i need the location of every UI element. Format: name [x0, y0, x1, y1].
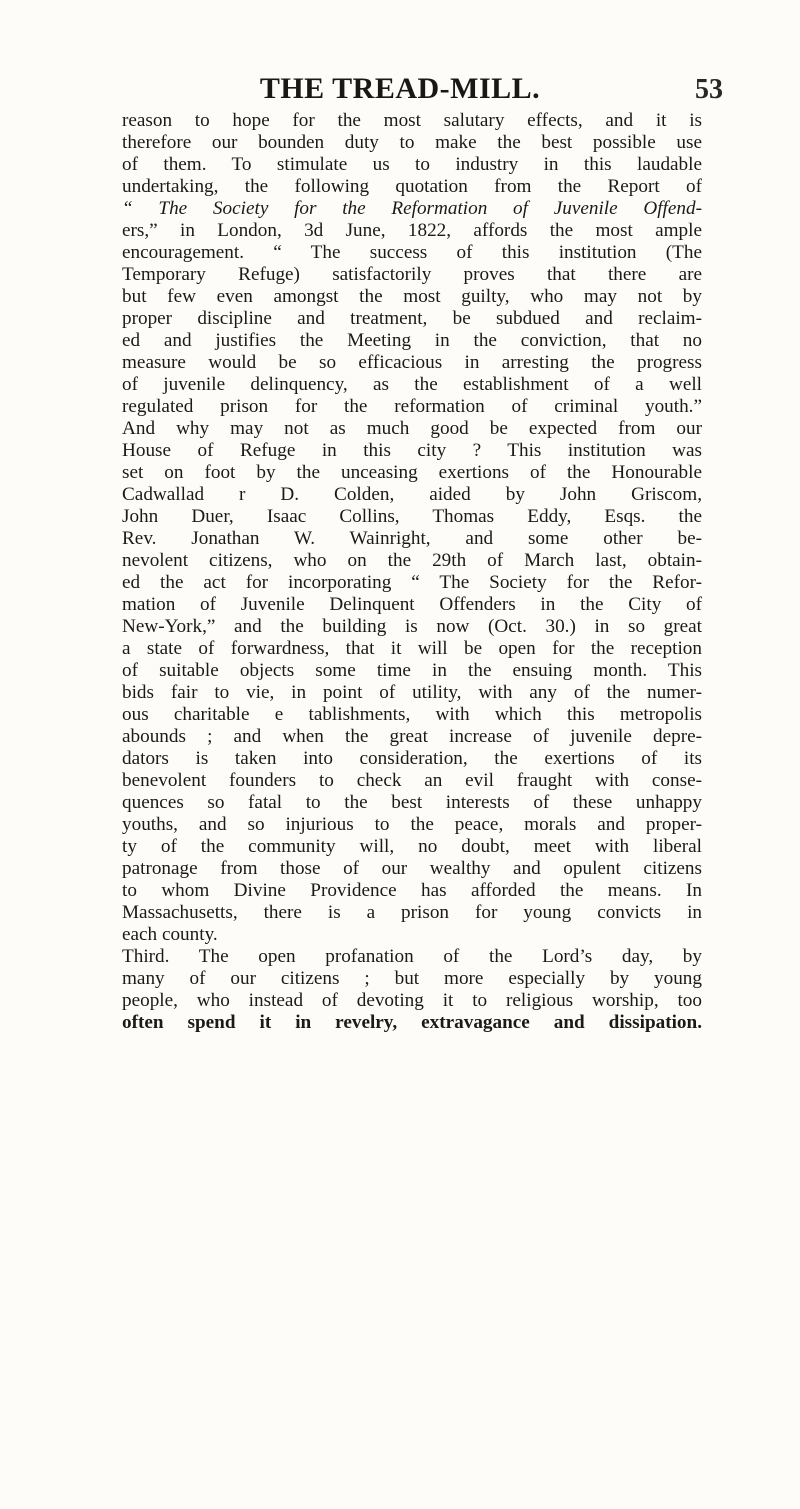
text-line: a state of forwardness, that it will be open for the reception — [122, 638, 702, 659]
text-line: of suitable objects some time in the ensuing month. This — [122, 660, 702, 681]
text-line: House of Refuge in this city ? This institution was — [122, 440, 702, 461]
text-line: And why may not as much good be expected from our — [122, 418, 702, 439]
text-line: ed and justifies the Meeting in the conviction, that no — [122, 330, 702, 351]
text-line: “ The Society for the Reformation of Juvenile Offend- — [122, 198, 702, 219]
text-line: Temporary Refuge) satisfactorily proves that there are — [122, 264, 702, 285]
text-line: abounds ; and when the great increase of juvenile depre- — [122, 726, 702, 747]
text-line: undertaking, the following quotation from the Report of — [122, 176, 702, 197]
text-line: encouragement. “ The success of this institution (The — [122, 242, 702, 263]
text-line: ed the act for incorporating “ The Society for the Refor- — [122, 572, 702, 593]
text-line: mation of Juvenile Delinquent Offenders in the City of — [122, 594, 702, 615]
text-line: bids fair to vie, in point of utility, with any of the numer- — [122, 682, 702, 703]
text-line: regulated prison for the reformation of criminal youth.” — [122, 396, 702, 417]
page-number: 53 — [695, 74, 723, 105]
text-line: many of our citizens ; but more especially by young — [122, 968, 702, 989]
page-title: THE TREAD-MILL. — [259, 72, 541, 105]
text-line: New-York,” and the building is now (Oct. 30.) in so great — [122, 616, 702, 637]
running-head — [0, 72, 800, 112]
text-line: of juvenile delinquency, as the establishment of a well — [122, 374, 702, 395]
text-line: of them. To stimulate us to industry in this laudable — [122, 154, 702, 175]
text-line: therefore our bounden duty to make the best possible use — [122, 132, 702, 153]
text-line: measure would be so efficacious in arresting the progress — [122, 352, 702, 373]
text-line: often spend it in revelry, extravagance and dissipation. — [122, 1012, 702, 1033]
text-line: Third. The open profanation of the Lord’s day, by — [122, 946, 702, 967]
text-line: benevolent founders to check an evil fraught with conse- — [122, 770, 702, 791]
text-line: patronage from those of our wealthy and opulent citizens — [122, 858, 702, 879]
text-line: set on foot by the unceasing exertions of the Honourable — [122, 462, 702, 483]
text-line: Massachusetts, there is a prison for young convicts in — [122, 902, 702, 923]
text-line: youths, and so injurious to the peace, morals and proper- — [122, 814, 702, 835]
text-line: ers,” in London, 3d June, 1822, affords the most ample — [122, 220, 702, 241]
text-line: Cadwallad r D. Colden, aided by John Griscom, — [122, 484, 702, 505]
text-line: people, who instead of devoting it to religious worship, too — [122, 990, 702, 1011]
text-line: ous charitable e tablishments, with which this metropolis — [122, 704, 702, 725]
text-line: proper discipline and treatment, be subdued and reclaim- — [122, 308, 702, 329]
text-line: each county. — [122, 924, 218, 945]
text-line: reason to hope for the most salutary effects, and it is — [122, 110, 702, 131]
text-line: but few even amongst the most guilty, who may not by — [122, 286, 702, 307]
text-line: John Duer, Isaac Collins, Thomas Eddy, Esqs. the — [122, 506, 702, 527]
text-line: dators is taken into consideration, the exertions of its — [122, 748, 702, 769]
text-line: nevolent citizens, who on the 29th of March last, obtain- — [122, 550, 702, 571]
text-line: Rev. Jonathan W. Wainright, and some other be- — [122, 528, 702, 549]
text-line: quences so fatal to the best interests of these unhappy — [122, 792, 702, 813]
text-line: to whom Divine Providence has afforded the means. In — [122, 880, 702, 901]
body-text — [122, 110, 702, 1034]
text-line: ty of the community will, no doubt, meet with liberal — [122, 836, 702, 857]
